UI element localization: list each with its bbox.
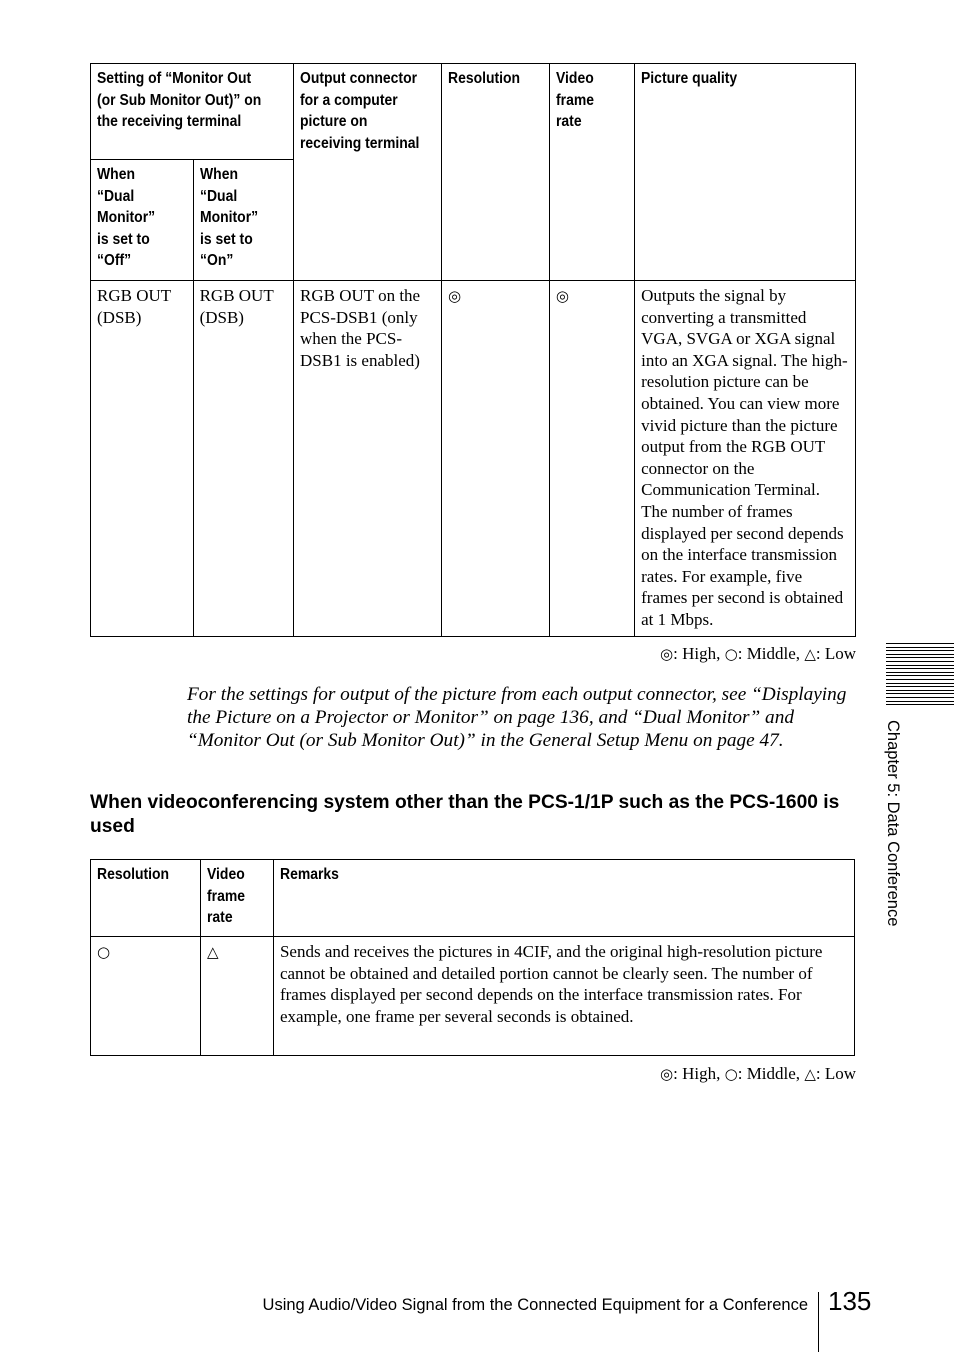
footer-divider — [818, 1292, 819, 1352]
header-resolution: Resolution — [91, 860, 201, 937]
cell-dual-on: RGB OUT (DSB) — [193, 281, 293, 637]
high-symbol-icon: ◎ — [448, 287, 462, 305]
page-number: 135 — [828, 1286, 872, 1316]
header-setting: Setting of “Monitor Out (or Sub Monitor Out)” on the receiving terminal — [91, 64, 294, 160]
chapter-tab-lines — [886, 643, 954, 707]
header-frame-rate: Video frame rate — [549, 64, 634, 281]
header-output: Output connector for a computer picture on receiving terminal — [294, 64, 442, 281]
header-frame-rate: Video frame rate — [200, 860, 273, 937]
header-dual-on: When “Dual Monitor” is set to “On” — [193, 160, 293, 281]
header-dual-off: When “Dual Monitor” is set to “Off” — [91, 160, 194, 281]
cell-frame-rate — [549, 281, 634, 637]
cell-output: RGB OUT on the PCS-DSB1 (only when the PCS-DSB1 is enabled) — [294, 281, 442, 637]
header-resolution: Resolution — [442, 64, 550, 281]
footer-title: Using Audio/Video Signal from the Connected Equipment for a Conference — [262, 1296, 808, 1314]
output-settings-table — [90, 63, 856, 637]
high-symbol-icon: ◎ — [660, 645, 674, 663]
middle-symbol-icon: ○ — [724, 1065, 738, 1083]
cell-resolution — [91, 937, 201, 1056]
cell-frame-rate — [200, 937, 273, 1056]
cell-dual-off: RGB OUT (DSB) — [91, 281, 194, 637]
header-picture-quality: Picture quality — [635, 64, 856, 281]
cell-remarks: Sends and receives the pictures in 4CIF, and the original high-resolution picture cannot be obtained and detailed portion cannot be clearly seen. The number of frames displayed per second depends on the interface transmission rates. For example, one frame per several seconds is obtained. — [273, 937, 854, 1056]
note-paragraph: For the settings for output of the picture from each output connector, see “Displaying the Picture on a Projector or Monitor” on page 136, and “Dual Monitor” and “Monitor Out (or Sub Monitor Out)” in the General Setup Menu on page 47. — [187, 684, 847, 751]
section-heading: When videoconferencing system other than the PCS-1/1P such as the PCS-1600 is used — [90, 792, 840, 837]
legend: ◎: High, ○: Middle, △: Low — [660, 1064, 856, 1083]
low-symbol-icon: △ — [206, 943, 219, 961]
high-symbol-icon: ◎ — [660, 1065, 674, 1083]
low-symbol-icon: △ — [804, 1065, 816, 1083]
cell-picture-quality: Outputs the signal by converting a transmitted VGA, SVGA or XGA signal into an XGA signal. The high-resolution picture can be obtained. You can view more vivid picture than the picture output from the RGB OUT connector on the Communication Terminal. The number of frames displayed per second depends on the interface transmission rates. For example, five frames per second is obtained at 1 Mbps. — [635, 281, 856, 637]
high-symbol-icon: ◎ — [555, 287, 569, 305]
middle-symbol-icon: ○ — [724, 645, 738, 663]
chapter-label: Chapter 5: Data Conference — [884, 720, 902, 927]
header-remarks: Remarks — [273, 860, 854, 937]
legend: ◎: High, ○: Middle, △: Low — [660, 644, 856, 663]
low-symbol-icon: △ — [804, 645, 816, 663]
other-system-table — [90, 859, 855, 1056]
cell-resolution — [442, 281, 550, 637]
middle-symbol-icon: ○ — [97, 943, 111, 961]
